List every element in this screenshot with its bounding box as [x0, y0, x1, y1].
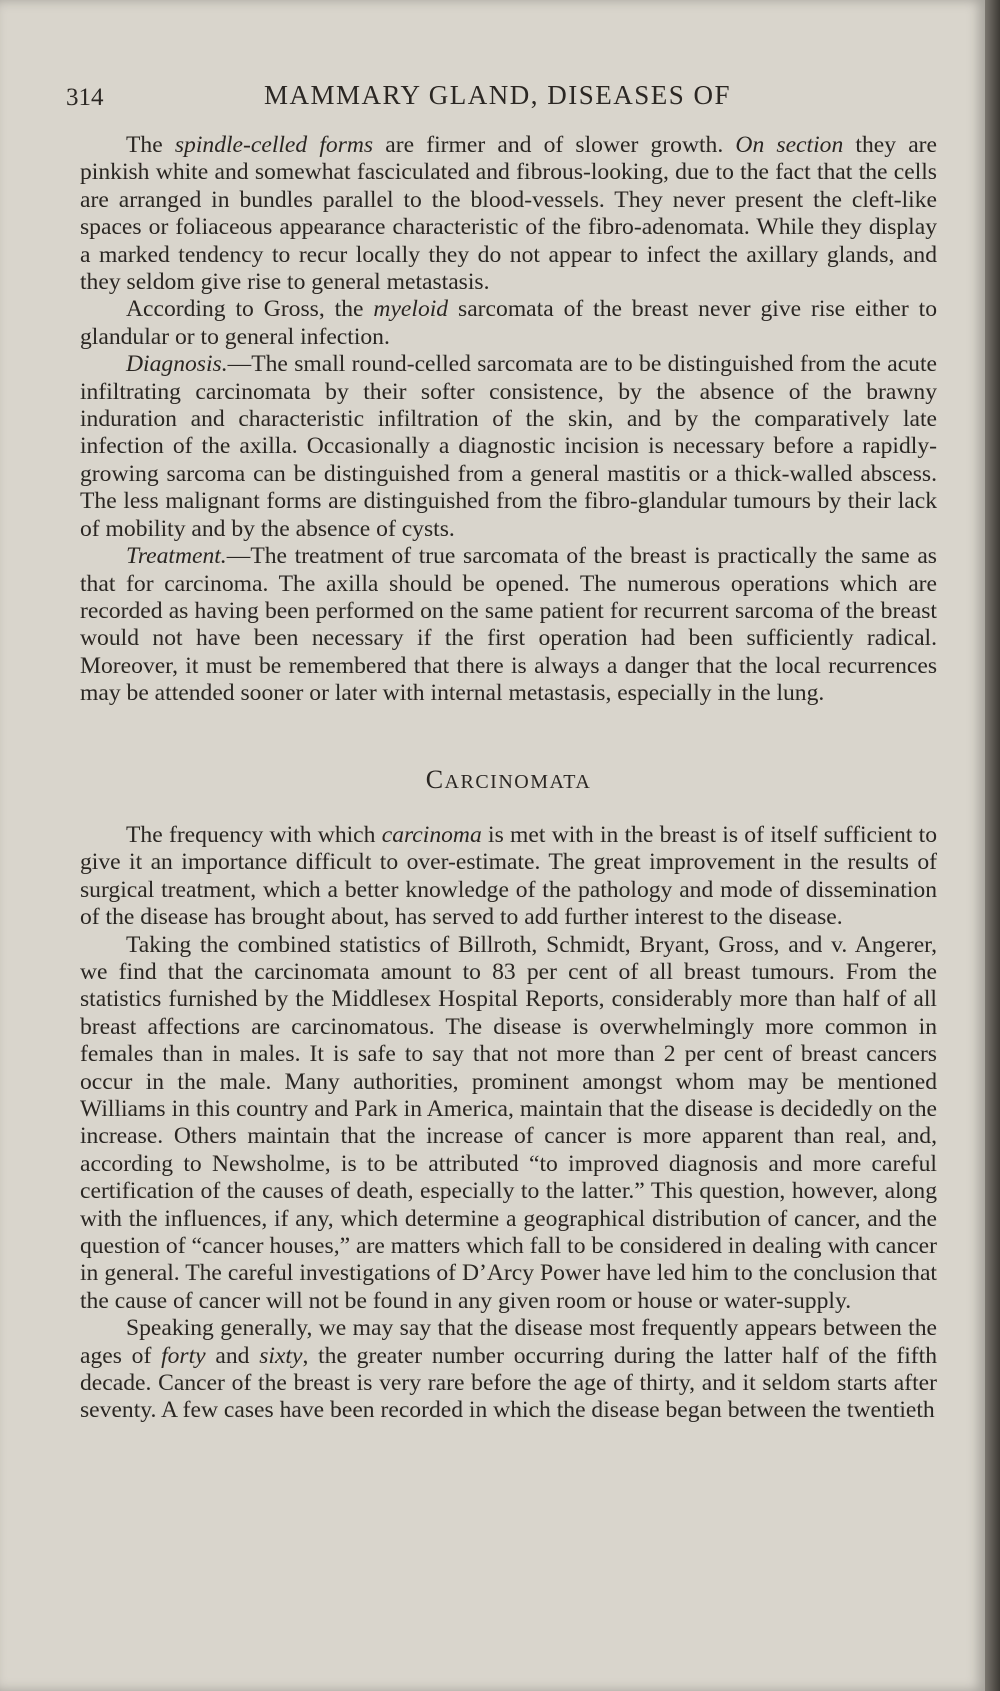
paragraph-age: Speaking generally, we may say that the disease most frequently appears between the ages of forty and sixty, the greater number occurring during the latter half of the fifth decade. Cancer of the breast is very rare before the age of thirty, and it seldom starts after seventy. A few cases have been recorded in which the disease began between the twentieth	[80, 1315, 937, 1424]
paragraph-statistics: Taking the combined statistics of Billroth, Schmidt, Bryant, Gross, and v. Angerer, we find that the carcinomata amount to 83 per cent of all breast tumours. From the statistics furnished by the Middlesex Hospital Reports, considerably more than half of all breast affections are carcinomatous. The disease is overwhelmingly more common in females than in males. It is safe to say that not more than 2 per cent of breast cancers occur in the male. Many authorities, prominent amongst whom may be mentioned Williams in this country and Park in America, maintain that the disease is decidedly on the increase. Others maintain that the increase of cancer is more apparent than real, and, according to Newsholme, is to be attributed “to improved diagnosis and more careful certification of the causes of death, especially to the latter.” This question, however, along with the influences, if any, which determine a geographical distribution of cancer, and the question of “cancer houses,” are matters which fall to be considered in dealing with cancer in general. The careful investigations of D’Arcy Power have led him to the conclusion that the cause of cancer will not be found in any given room or house or water-supply.	[80, 931, 937, 1314]
page-edge-shadow	[985, 0, 1000, 1691]
running-head: MAMMARY GLAND, DISEASES OF	[264, 80, 732, 110]
page-number: 314	[66, 84, 104, 111]
page-body	[80, 132, 937, 1425]
section-heading-carcinomata: CARCINOMATA	[425, 764, 592, 794]
paragraph-myeloid: According to Gross, the myeloid sarcomata of the breast never give rise either to glandular or to general infection.	[80, 296, 938, 350]
paragraph-spindle-celled: The spindle-celled forms are firmer and of slower growth. On section they are pinkish white and somewhat fasciculated and fibrous-looking, due to the fact that the cells are arranged in bundles parallel to the blood-vessels. They never present the cleft-like spaces or foliaceous appearance characteristic of the fibro-adenomata. While they display a marked tendency to recur locally they do not appear to infect the axillary glands, and they seldom give rise to general metastasis.	[80, 132, 938, 296]
paragraph-frequency: The frequency with which carcinoma is met with in the breast is of itself sufficient to give it an importance difficult to over-estimate. The great improvement in the results of surgical treatment, which a better knowledge of the pathology and mode of dissemination of the disease has brought about, has served to add further interest to the disease.	[80, 821, 937, 931]
page-header	[66, 80, 926, 120]
paragraph-diagnosis: Diagnosis.—The small round-celled sarcomata are to be distinguished from the acute infiltrating carcinomata by their softer consistence, by the absence of the brawny induration and characteristic infiltration of the skin, and by the comparatively late infection of the axilla. Occasionally a diagnostic incision is necessary before a rapidly-growing sarcoma can be distinguished from a general mastitis or a thick-walled abscess. The less malignant forms are distinguished from the fibro-glandular tumours by their lack of mobility and by the absence of cysts.	[80, 351, 937, 542]
paragraph-treatment: Treatment.—The treatment of true sarcomata of the breast is practically the same as that for carcinoma. The axilla should be opened. The numerous operations which are recorded as having been performed on the same patient for recurrent sarcoma of the breast would not have been necessary if the first operation had been sufficiently radical. Moreover, it must be remembered that there is always a danger that the local recurrences may be attended sooner or later with internal metastasis, especially in the lung.	[80, 543, 937, 707]
